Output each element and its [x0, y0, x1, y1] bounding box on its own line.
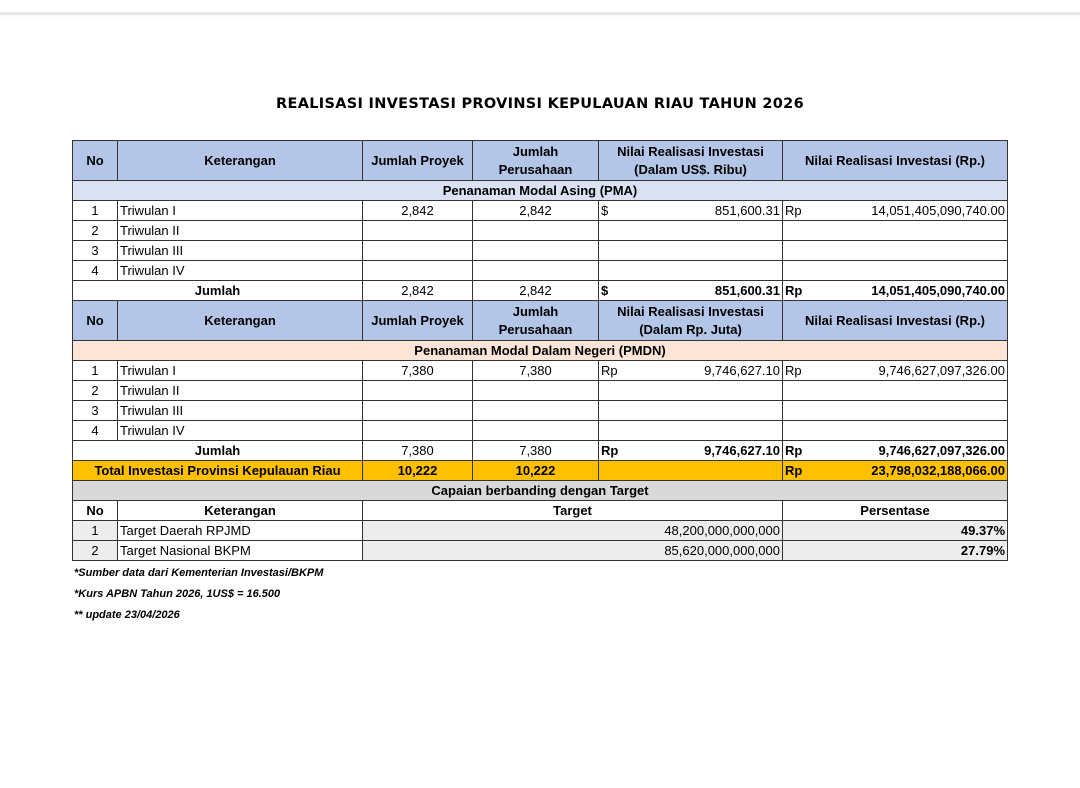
jumlah-nilai: 851,600.31 — [619, 281, 783, 301]
table-row — [73, 241, 1008, 261]
row-currency: Rp — [599, 361, 619, 381]
capaian-section-label: Capaian berbanding dengan Target — [73, 481, 1008, 501]
capaian-no: 1 — [73, 521, 118, 541]
capaian-header-keterangan: Keterangan — [118, 501, 363, 521]
pma-header-row — [73, 141, 1008, 181]
table-row — [73, 361, 1008, 381]
investment-table — [72, 140, 1008, 561]
row-keterangan: Triwulan IV — [118, 421, 363, 441]
row-keterangan: Triwulan IV — [118, 261, 363, 281]
row-proyek: 7,380 — [363, 361, 473, 381]
jumlah-currency: Rp — [599, 441, 619, 461]
row-nilai-rp: 9,746,627,097,326.00 — [805, 361, 1008, 381]
jumlah-label: Jumlah — [73, 281, 363, 301]
capaian-keterangan: Target Nasional BKPM — [118, 541, 363, 561]
row-no: 3 — [73, 241, 118, 261]
header-keterangan: Keterangan — [118, 141, 363, 181]
row-keterangan: Triwulan II — [118, 221, 363, 241]
row-nilai-rp — [783, 221, 1008, 241]
row-no: 2 — [73, 381, 118, 401]
jumlah-currency-rp: Rp — [783, 281, 805, 301]
total-nilai-rp: 23,798,032,188,066.00 — [805, 461, 1008, 481]
capaian-keterangan: Target Daerah RPJMD — [118, 521, 363, 541]
row-perusahaan — [473, 401, 599, 421]
window-top-edge — [0, 0, 1080, 15]
row-nilai — [599, 421, 783, 441]
jumlah-perusahaan: 2,842 — [473, 281, 599, 301]
header-nilai-juta: Nilai Realisasi Investasi (Dalam Rp. Juta) — [599, 301, 783, 341]
jumlah-label: Jumlah — [73, 441, 363, 461]
jumlah-nilai: 9,746,627.10 — [619, 441, 783, 461]
row-keterangan: Triwulan III — [118, 401, 363, 421]
row-no: 3 — [73, 401, 118, 421]
row-nilai: 851,600.31 — [619, 201, 783, 221]
pmdn-section-label: Penanaman Modal Dalam Negeri (PMDN) — [73, 341, 1008, 361]
row-currency-rp: Rp — [783, 201, 805, 221]
row-no: 4 — [73, 421, 118, 441]
row-proyek — [363, 421, 473, 441]
row-nilai: 9,746,627.10 — [619, 361, 783, 381]
header-nilai-usd: Nilai Realisasi Investasi (Dalam US$. Ribu) — [599, 141, 783, 181]
footnote-update: ** update 23/04/2026 — [74, 609, 180, 621]
row-nilai — [599, 261, 783, 281]
pmdn-header-row — [73, 301, 1008, 341]
pmdn-jumlah-row — [73, 441, 1008, 461]
total-nilai-empty — [599, 461, 783, 481]
row-nilai — [599, 221, 783, 241]
row-perusahaan — [473, 261, 599, 281]
row-perusahaan — [473, 221, 599, 241]
table-row — [73, 221, 1008, 241]
header-nilai-rp: Nilai Realisasi Investasi (Rp.) — [783, 141, 1008, 181]
header-no: No — [73, 301, 118, 341]
row-nilai-rp — [783, 421, 1008, 441]
capaian-target: 48,200,000,000,000 — [363, 521, 783, 541]
header-no: No — [73, 141, 118, 181]
row-perusahaan — [473, 421, 599, 441]
footnote-source: *Sumber data dari Kementerian Investasi/BKPM — [74, 567, 324, 579]
row-keterangan: Triwulan II — [118, 381, 363, 401]
row-perusahaan: 7,380 — [473, 361, 599, 381]
row-proyek — [363, 221, 473, 241]
jumlah-currency-rp: Rp — [783, 441, 805, 461]
row-nilai — [599, 401, 783, 421]
capaian-header-no: No — [73, 501, 118, 521]
header-nilai-rp: Nilai Realisasi Investasi (Rp.) — [783, 301, 1008, 341]
row-proyek: 2,842 — [363, 201, 473, 221]
capaian-header-target: Target — [363, 501, 783, 521]
row-proyek — [363, 241, 473, 261]
row-no: 2 — [73, 221, 118, 241]
row-nilai-rp — [783, 241, 1008, 261]
row-perusahaan: 2,842 — [473, 201, 599, 221]
capaian-section-row — [73, 481, 1008, 501]
row-no: 1 — [73, 361, 118, 381]
row-no: 1 — [73, 201, 118, 221]
total-label: Total Investasi Provinsi Kepulauan Riau — [73, 461, 363, 481]
jumlah-perusahaan: 7,380 — [473, 441, 599, 461]
row-proyek — [363, 381, 473, 401]
capaian-persentase: 27.79% — [783, 541, 1008, 561]
jumlah-proyek: 7,380 — [363, 441, 473, 461]
footnotes — [74, 567, 323, 630]
pma-jumlah-row — [73, 281, 1008, 301]
header-jumlah-proyek: Jumlah Proyek — [363, 301, 473, 341]
capaian-persentase: 49.37% — [783, 521, 1008, 541]
row-keterangan: Triwulan III — [118, 241, 363, 261]
jumlah-currency: $ — [599, 281, 619, 301]
page-title: REALISASI INVESTASI PROVINSI KEPULAUAN RIAU TAHUN 2026 — [276, 96, 804, 112]
header-jumlah-perusahaan: Jumlah Perusahaan — [473, 301, 599, 341]
table-row — [73, 261, 1008, 281]
table-row — [73, 381, 1008, 401]
jumlah-nilai-rp: 9,746,627,097,326.00 — [805, 441, 1008, 461]
row-perusahaan — [473, 381, 599, 401]
row-nilai-rp: 14,051,405,090,740.00 — [805, 201, 1008, 221]
row-keterangan: Triwulan I — [118, 361, 363, 381]
row-nilai-rp — [783, 401, 1008, 421]
pma-section-label: Penanaman Modal Asing (PMA) — [73, 181, 1008, 201]
row-no: 4 — [73, 261, 118, 281]
row-currency-rp: Rp — [783, 361, 805, 381]
header-jumlah-proyek: Jumlah Proyek — [363, 141, 473, 181]
row-currency: $ — [599, 201, 619, 221]
total-currency: Rp — [783, 461, 805, 481]
row-nilai — [599, 241, 783, 261]
capaian-header-row — [73, 501, 1008, 521]
row-proyek — [363, 261, 473, 281]
table-row — [73, 401, 1008, 421]
jumlah-proyek: 2,842 — [363, 281, 473, 301]
capaian-target: 85,620,000,000,000 — [363, 541, 783, 561]
row-proyek — [363, 401, 473, 421]
pma-section-row — [73, 181, 1008, 201]
row-nilai-rp — [783, 261, 1008, 281]
capaian-header-persentase: Persentase — [783, 501, 1008, 521]
pmdn-section-row — [73, 341, 1008, 361]
total-proyek: 10,222 — [363, 461, 473, 481]
row-nilai — [599, 381, 783, 401]
table-row — [73, 421, 1008, 441]
footnote-kurs: *Kurs APBN Tahun 2026, 1US$ = 16.500 — [74, 588, 281, 600]
row-perusahaan — [473, 241, 599, 261]
total-row — [73, 461, 1008, 481]
capaian-row — [73, 541, 1008, 561]
table-row — [73, 201, 1008, 221]
jumlah-nilai-rp: 14,051,405,090,740.00 — [805, 281, 1008, 301]
capaian-no: 2 — [73, 541, 118, 561]
capaian-row — [73, 521, 1008, 541]
header-jumlah-perusahaan: Jumlah Perusahaan — [473, 141, 599, 181]
row-nilai-rp — [783, 381, 1008, 401]
total-perusahaan: 10,222 — [473, 461, 599, 481]
header-keterangan: Keterangan — [118, 301, 363, 341]
row-keterangan: Triwulan I — [118, 201, 363, 221]
